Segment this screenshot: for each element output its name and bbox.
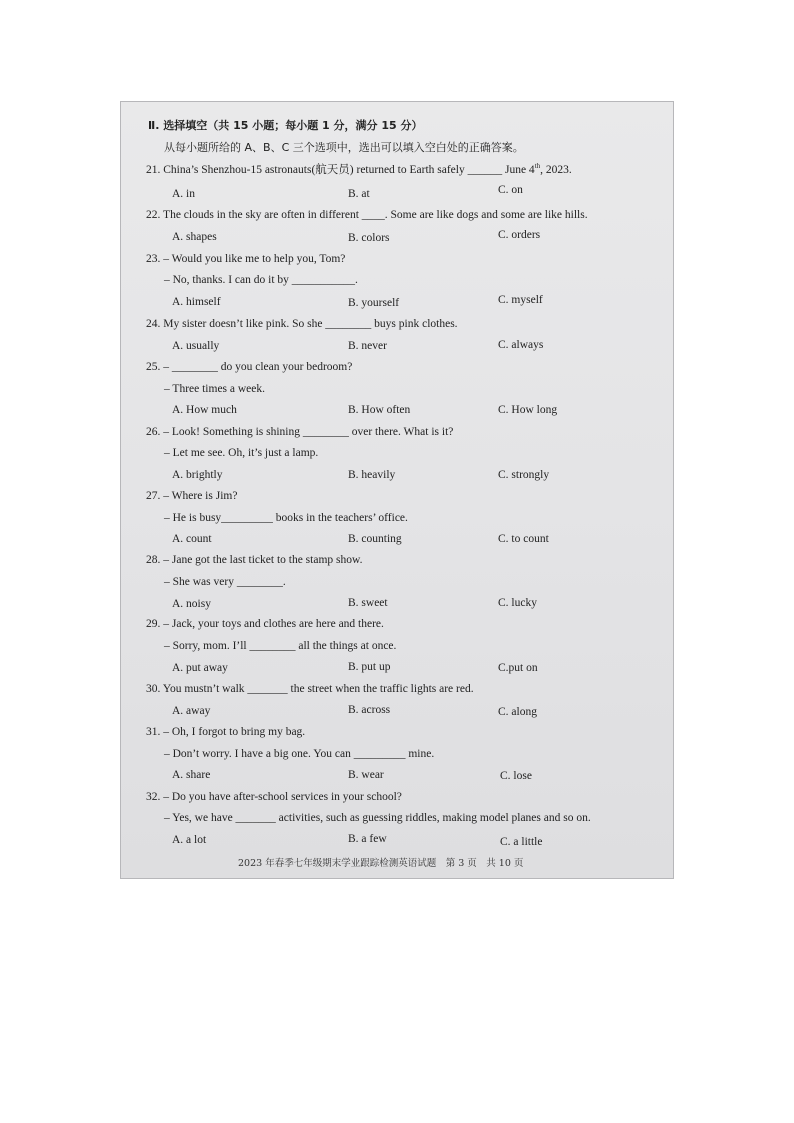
question-30-option-b: B. across	[348, 704, 391, 716]
question-21-option-a: A. in	[172, 188, 195, 200]
question-23-option-c: C. myself	[498, 294, 543, 306]
question-28-stem: 28. – Jane got the last ticket to the stamp show.	[146, 554, 363, 566]
question-28-line-2: – She was very ________.	[164, 576, 286, 588]
question-31-option-b: B. wear	[348, 769, 384, 781]
question-21-option-c: C. on	[498, 184, 523, 196]
question-31-stem: 31. – Oh, I forgot to bring my bag.	[146, 726, 306, 738]
question-26-option-c: C. strongly	[498, 469, 550, 481]
question-23-option-b: B. yourself	[348, 297, 400, 309]
question-32-line-2: – Yes, we have _______ activities, such as guessing riddles, making model planes and so on.	[164, 812, 591, 824]
question-28-option-b: B. sweet	[348, 597, 388, 609]
question-29-line-2: – Sorry, mom. I’ll ________ all the things at once.	[164, 640, 397, 652]
question-26-line-2: – Let me see. Oh, it’s just a lamp.	[164, 447, 319, 459]
question-24-option-c: C. always	[498, 339, 544, 351]
question-26-option-a: A. brightly	[172, 469, 223, 481]
question-27-option-b: B. counting	[348, 533, 402, 545]
question-30-option-a: A. away	[172, 705, 211, 717]
question-27-stem: 27. – Where is Jim?	[146, 490, 238, 502]
question-25-option-c: C. How long	[498, 404, 558, 416]
question-22-option-c: C. orders	[498, 229, 541, 241]
question-22-option-a: A. shapes	[172, 231, 217, 243]
question-30-stem: 30. You mustn’t walk _______ the street when the traffic lights are red.	[146, 683, 474, 695]
question-26-stem: 26. – Look! Something is shining ________ over there. What is it?	[146, 426, 454, 438]
question-27-line-2: – He is busy_________ books in the teachers’ office.	[164, 512, 408, 524]
question-31-option-c: C. lose	[500, 770, 532, 782]
question-31-option-a: A. share	[172, 769, 211, 781]
question-25-option-a: A. How much	[172, 404, 237, 416]
question-21-option-b: B. at	[348, 188, 370, 200]
question-24-option-b: B. never	[348, 340, 387, 352]
question-27-option-a: A. count	[172, 533, 212, 545]
question-22-stem: 22. The clouds in the sky are often in different ____. Some are like dogs and some are like hills.	[146, 209, 588, 221]
exam-page	[120, 101, 674, 879]
question-25-stem: 25. – ________ do you clean your bedroom?	[146, 361, 353, 373]
question-29-option-c: C.put on	[498, 662, 538, 674]
question-32-stem: 32. – Do you have after-school services in your school?	[146, 791, 402, 803]
question-30-option-c: C. along	[498, 706, 537, 718]
question-23-line-2: – No, thanks. I can do it by ___________.	[164, 274, 358, 286]
question-24-option-a: A. usually	[172, 340, 220, 352]
question-23-option-a: A. himself	[172, 296, 221, 308]
question-25-option-b: B. How often	[348, 404, 411, 416]
section-instruction: 从每小题所给的 A、B、C 三个选项中，选出可以填入空白处的正确答案。	[164, 141, 524, 154]
question-29-option-a: A. put away	[172, 662, 228, 674]
question-32-option-b: B. a few	[348, 833, 387, 845]
question-28-option-a: A. noisy	[172, 598, 211, 610]
question-29-option-b: B. put up	[348, 661, 391, 673]
question-23-stem: 23. – Would you like me to help you, Tom?	[146, 253, 346, 265]
question-26-option-b: B. heavily	[348, 469, 396, 481]
page-footer: 2023 年春季七年级期末学业跟踪检测英语试题 第 3 页 共 10 页	[238, 858, 524, 869]
question-24-stem: 24. My sister doesn’t like pink. So she ________ buys pink clothes.	[146, 318, 458, 330]
question-25-line-2: – Three times a week.	[164, 383, 266, 395]
question-32-option-c: C. a little	[500, 836, 543, 848]
section-title: Ⅱ. 选择填空（共 15 小题；每小题 1 分，满分 15 分）	[148, 119, 423, 132]
question-31-line-2: – Don’t worry. I have a big one. You can _________ mine.	[164, 748, 435, 760]
question-28-option-c: C. lucky	[498, 597, 537, 609]
question-21-stem: 21. China’s Shenzhou-15 astronauts(航天员) returned to Earth safely ______ June 4th, 2023.	[146, 162, 572, 176]
question-22-option-b: B. colors	[348, 232, 390, 244]
question-27-option-c: C. to count	[498, 533, 549, 545]
question-29-stem: 29. – Jack, your toys and clothes are here and there.	[146, 618, 384, 630]
question-32-option-a: A. a lot	[172, 834, 207, 846]
